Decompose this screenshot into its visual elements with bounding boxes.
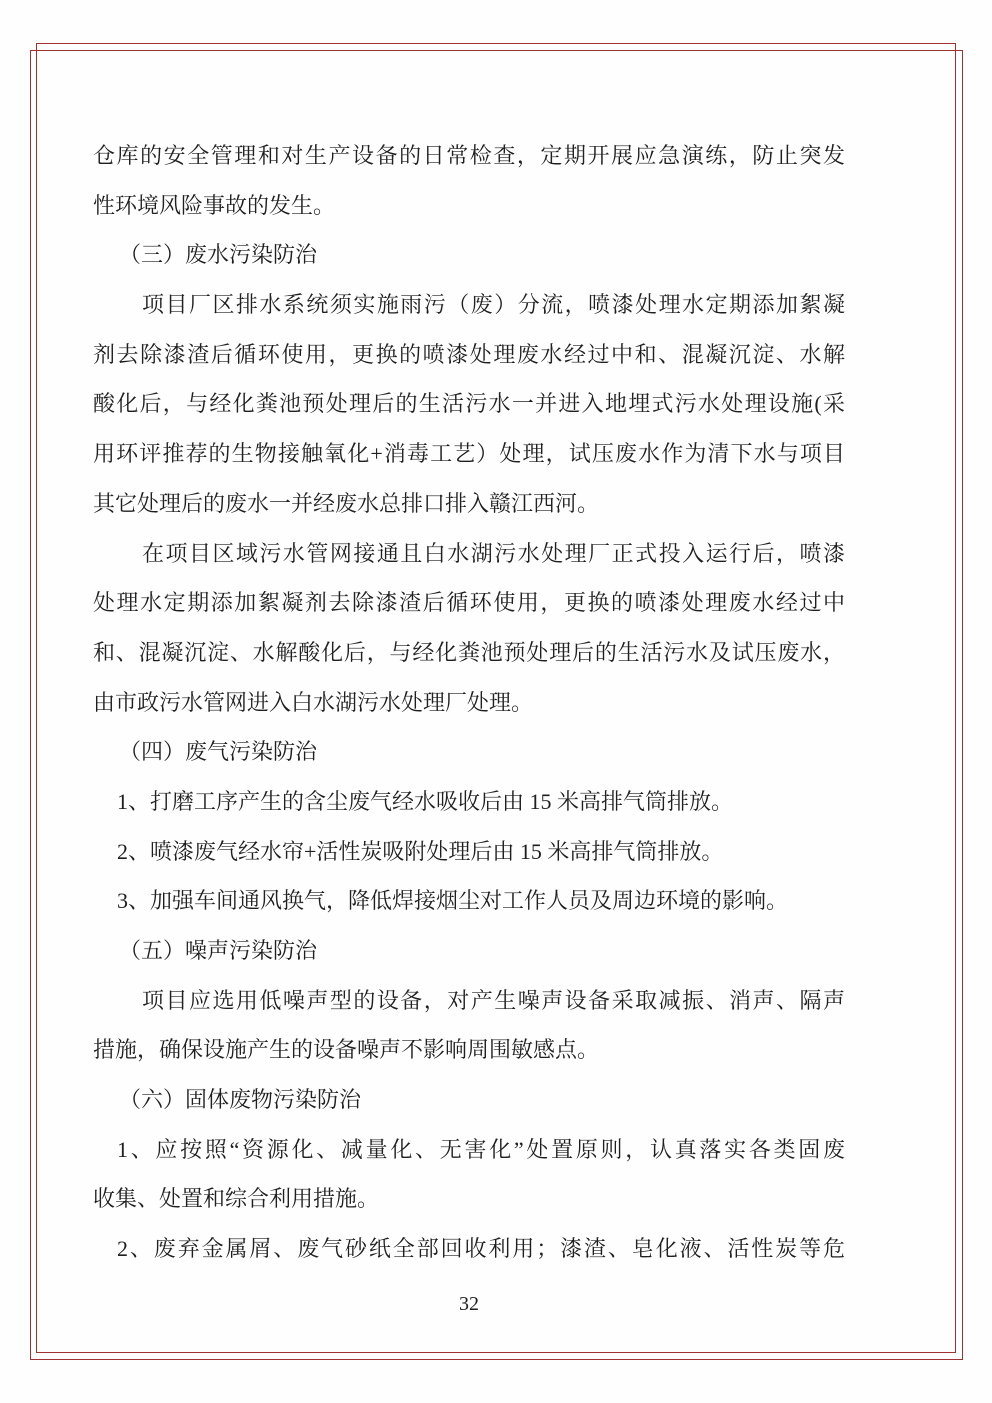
text-line: 2、废弃金属屑、废气砂纸全部回收利用；漆渣、皂化液、活性炭等危 xyxy=(117,1236,845,1262)
text-line: 在项目区域污水管网接通且白水湖污水处理厂正式投入运行后，喷漆 xyxy=(142,540,845,566)
text-line: 剂去除漆渣后循环使用，更换的喷漆处理废水经过中和、混凝沉淀、水解 xyxy=(93,341,845,367)
text-line: 用环评推荐的生物接触氧化+消毒工艺）处理，试压废水作为清下水与项目 xyxy=(93,441,845,467)
text-line: 1、应按照“资源化、减量化、无害化”处置原则，认真落实各类固废 xyxy=(117,1136,845,1162)
text-line: （四）废气污染防治 xyxy=(119,739,318,765)
text-line: 性环境风险事故的发生。 xyxy=(93,192,336,218)
text-line: 项目厂区排水系统须实施雨污（废）分流，喷漆处理水定期添加絮凝 xyxy=(142,292,845,318)
text-line: 3、加强车间通风换气，降低焊接烟尘对工作人员及周边环境的影响。 xyxy=(117,888,789,914)
text-line: 项目应选用低噪声型的设备，对产生噪声设备采取减振、消声、隔声 xyxy=(142,987,845,1013)
text-line: （五）噪声污染防治 xyxy=(119,938,318,963)
text-line: 处理水定期添加絮凝剂去除漆渣后循环使用，更换的喷漆处理废水经过中 xyxy=(93,590,845,616)
page-number: 32 xyxy=(459,1293,479,1315)
text-line: 收集、处置和综合利用措施。 xyxy=(93,1186,380,1212)
text-line: 2、喷漆废气经水帘+活性炭吸附处理后由 15 米高排气筒排放。 xyxy=(117,838,724,864)
text-line: 其它处理后的废水一并经废水总排口排入赣江西河。 xyxy=(93,490,600,516)
text-line: 和、混凝沉淀、水解酸化后，与经化粪池预处理后的生活污水及试压废水， xyxy=(93,639,845,665)
text-block xyxy=(93,131,845,1274)
text-line: 1、打磨工序产生的含尘废气经水吸收后由 15 米高排气筒排放。 xyxy=(117,788,734,814)
text-line: （六）固体废物污染防治 xyxy=(119,1087,362,1113)
text-line: 由市政污水管网进入白水湖污水处理厂处理。 xyxy=(93,689,534,715)
text-line: 措施，确保设施产生的设备噪声不影响周围敏感点。 xyxy=(93,1037,600,1063)
text-line: （三）废水污染防治 xyxy=(119,242,318,268)
text-line: 仓库的安全管理和对生产设备的日常检查，定期开展应急演练，防止突发 xyxy=(93,143,845,168)
text-line: 酸化后，与经化粪池预处理后的生活污水一并进入地埋式污水处理设施(采 xyxy=(93,391,845,417)
